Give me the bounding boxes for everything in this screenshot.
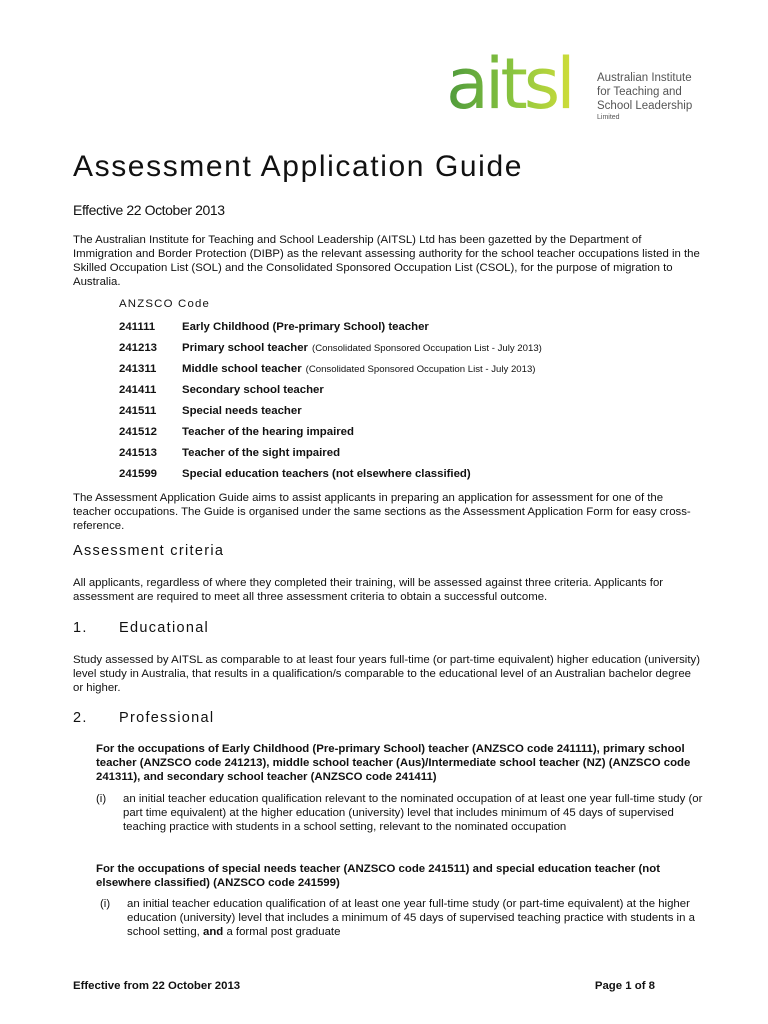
guide-paragraph: The Assessment Application Guide aims to assist applicants in preparing an application for assessment for one of the teacher occupations. The Guide is organised under the same sections as the Assessment Application Form for easy cross-reference.: [73, 492, 691, 532]
occupation-row: [119, 405, 719, 426]
item-text: [127, 897, 706, 939]
occupation-row: [119, 426, 719, 447]
effective-date: Effective 22 October 2013: [73, 202, 225, 218]
occupation-title: Special needs teacher: [182, 405, 302, 417]
occupation-code: 241512: [119, 426, 158, 438]
occupation-title: Teacher of the hearing impaired: [182, 426, 354, 438]
logo-line-3: School Leadership: [597, 100, 693, 112]
educational-paragraph: Study assessed by AITSL as comparable to at least four years full-time (or part-time equivalent) higher education (university) level study in Australia, that results in a qualification/s comparable to the educational level of an Australian bachelor degree or higher.: [73, 654, 700, 694]
occupation-row: [119, 342, 719, 363]
occupation-row: [119, 321, 719, 342]
page-title: Assessment Application Guide: [73, 150, 524, 183]
logo-wordmark: aitsl: [446, 43, 572, 125]
occupation-list: [119, 321, 719, 489]
occupation-title: Special education teachers (not elsewhere classified): [182, 468, 471, 480]
section-educational-heading: [73, 620, 209, 636]
logo-organisation-name: [597, 71, 692, 122]
logo-line-2: for Teaching and: [597, 86, 682, 98]
section-number: 1.: [73, 620, 88, 636]
section-professional-heading: [73, 710, 214, 726]
assessment-criteria-heading: Assessment criteria: [73, 543, 225, 559]
occupation-row: [119, 447, 719, 468]
occupation-title: Secondary school teacher: [182, 384, 324, 396]
occupation-title: Early Childhood (Pre-primary School) teacher: [182, 321, 429, 333]
item-text: an initial teacher education qualification relevant to the nominated occupation of at least one year full-time study (or part time equivalent) at the higher education (university) level that includes minimum of 45 days of supervised teaching practice with students in a school setting, relevant to the nominated occupation: [123, 793, 703, 833]
intro-paragraph: The Australian Institute for Teaching and School Leadership (AITSL) Ltd has been gazetted by the Department of Immigration and Border Protection (DIBP) as the relevant assessing authority for the school teacher occupations listed in the Skilled Occupation List (SOL) and the Consolidated Sponsored Occupation List (CSOL), for the purpose of migration to Australia.: [73, 234, 700, 288]
professional-group-1-heading: For the occupations of Early Childhood (Pre-primary School) teacher (ANZSCO code 241111), primary school teacher (ANZSCO code 241213), middle school teacher (Aus)/Intermediate school teacher (NZ) (ANZSCO code 241311), and secondary school teacher (ANZSCO code 241411): [96, 743, 691, 783]
section-title: Educational: [119, 620, 210, 636]
item-text-part: a formal post graduate: [226, 926, 341, 938]
anzsco-code-heading: ANZSCO Code: [119, 298, 211, 310]
item-number: (i): [100, 898, 111, 910]
section-number: 2.: [73, 710, 88, 726]
occupation-code: 241411: [119, 384, 157, 396]
occupation-code: 241511: [119, 405, 157, 417]
occupation-title: Teacher of the sight impaired: [182, 447, 341, 459]
professional-group-2-heading: For the occupations of special needs teacher (ANZSCO code 241511) and special education teacher (not elsewhere classified) (ANZSCO code 241599): [96, 863, 660, 889]
footer-page-number: Page 1 of 8: [594, 980, 655, 992]
occupation-code: 241111: [119, 321, 156, 333]
occupation-code: 241311: [119, 363, 157, 375]
professional-requirement-1: [96, 792, 706, 834]
occupation-title: Primary school teacher: [182, 342, 308, 354]
occupation-code: 241513: [119, 447, 158, 459]
logo-line-1: Australian Institute: [597, 72, 692, 84]
item-text-part: an initial teacher education qualification of at least one year full-time study (or part-time equivalent) at the higher education (university) level that includes a minimum of 45 days of supervised teaching practice with students in a school setting,: [127, 898, 695, 938]
footer-effective-date: Effective from 22 October 2013: [73, 980, 241, 992]
occupation-row: [119, 384, 719, 405]
occupation-row: [119, 468, 719, 489]
item-text-bold: and: [203, 926, 224, 938]
occupation-code: 241213: [119, 342, 158, 354]
item-number: (i): [96, 793, 107, 805]
occupation-row: [119, 363, 719, 384]
occupation-code: 241599: [119, 468, 158, 480]
criteria-paragraph: All applicants, regardless of where they completed their training, will be assessed against three criteria. Applicants for assessment are required to meet all three assessment criteria to obtain a successful outcome.: [73, 577, 664, 603]
professional-requirement-2: [100, 897, 706, 939]
occupation-note: (Consolidated Sponsored Occupation List - July 2013): [305, 364, 536, 375]
occupation-note: (Consolidated Sponsored Occupation List - July 2013): [312, 343, 542, 354]
section-title: Professional: [119, 710, 215, 726]
occupation-title: Middle school teacher: [182, 363, 302, 375]
logo-line-4: Limited: [597, 114, 620, 121]
